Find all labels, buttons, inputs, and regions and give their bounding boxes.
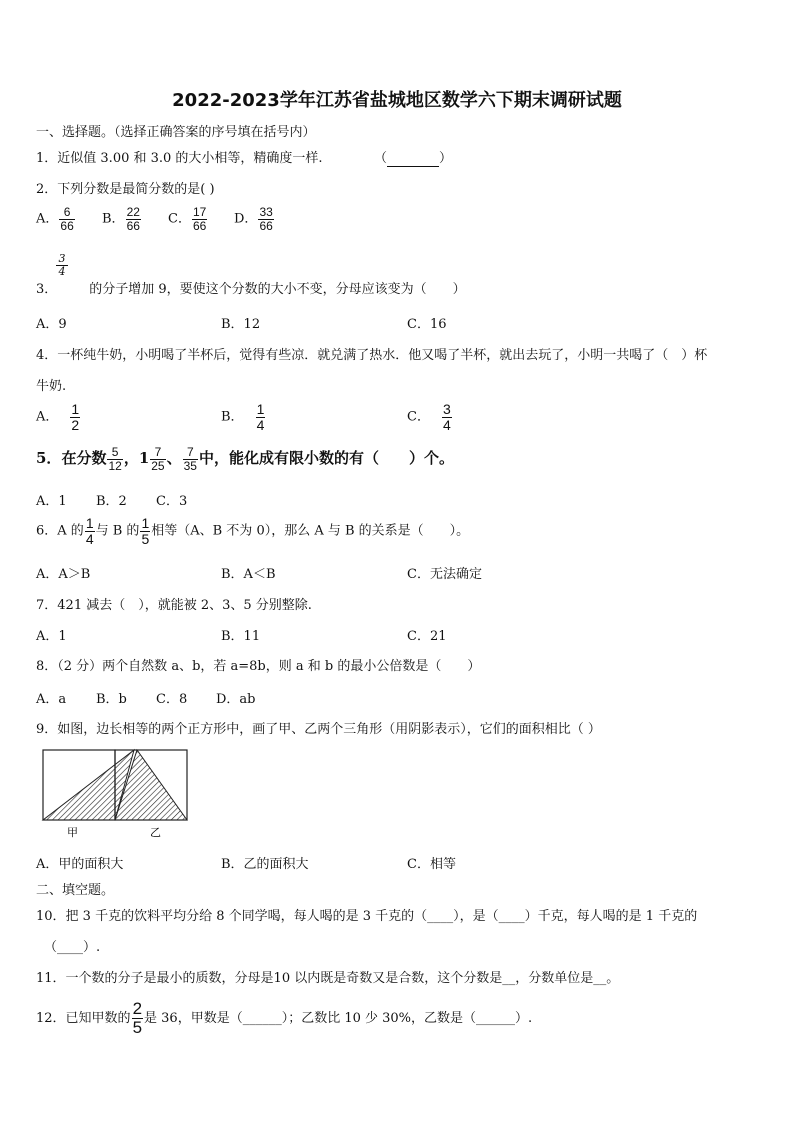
question-number: 3． bbox=[36, 282, 58, 297]
question-text[interactable]: 是 36，甲数是（______）；乙数比 10 少 30%，乙数是（______）. bbox=[144, 1010, 533, 1026]
question-1 bbox=[36, 147, 323, 166]
question-8 bbox=[36, 655, 480, 674]
q5-option-b[interactable]: B．2 bbox=[96, 494, 127, 509]
question-text: 如图，边长相等的两个正方形中，画了甲、乙两个三角形（用阴影表示），它们的面积相比（ ） bbox=[57, 722, 601, 737]
q3-fraction: 3 4 bbox=[56, 253, 68, 278]
question-number: 5． bbox=[36, 449, 62, 468]
question-9 bbox=[36, 718, 601, 737]
q6-option-c[interactable]: C．无法确定 bbox=[407, 567, 482, 582]
question-4-continued: 牛奶. bbox=[36, 379, 67, 394]
question-4 bbox=[36, 344, 707, 363]
section-heading-fill: 二、填空题。 bbox=[36, 883, 115, 898]
question-text: 一杯纯牛奶，小明喝了半杯后，觉得有些凉．就兑满了热水．他又喝了半杯，就出去玩了，小明一共喝了（ ）杯 bbox=[57, 348, 708, 363]
q9-option-a[interactable]: A．甲的面积大 bbox=[36, 857, 124, 872]
q9-option-c[interactable]: C．相等 bbox=[407, 857, 456, 872]
question-7 bbox=[36, 594, 312, 613]
question-text: 把 3 千克的饮料平均分给 8 个同学喝，每人喝的是 3 千克的（____），是（____）千克，每人喝的是 1 千克的 bbox=[65, 909, 698, 924]
q3-option-a[interactable]: A．9 bbox=[36, 317, 67, 332]
question-text: 421 减去（ ），就能被 2、3、5 分别整除. bbox=[57, 598, 312, 613]
q9-option-b[interactable]: B．乙的面积大 bbox=[221, 857, 309, 872]
page-title: 2022-2023学年江苏省盐城地区数学六下期末调研试题 bbox=[172, 90, 622, 111]
question-number: 8． bbox=[36, 659, 58, 674]
question-2 bbox=[36, 178, 215, 197]
question-text: 近似值 3.00 和 3.0 的大小相等，精确度一样. bbox=[57, 151, 323, 166]
question-5: 5．在分数 $\frac{5}{12}$ ，1 $\frac{7}{25}$ 、 $\frac{7}{35}$ 中，能化成有限小数的有（ ）个。 bbox=[36, 445, 454, 473]
question-number: 11． bbox=[36, 971, 66, 986]
question-number: 7． bbox=[36, 598, 58, 613]
question-number: 4． bbox=[36, 348, 58, 363]
q8-option-c[interactable]: C．8 bbox=[156, 692, 188, 707]
question-number: 10． bbox=[36, 909, 66, 924]
q8-option-a[interactable]: A．a bbox=[36, 692, 67, 707]
q3-option-c[interactable]: C．16 bbox=[407, 317, 447, 332]
q4-option-b[interactable]: B． $\frac{1}{4}$ bbox=[221, 401, 265, 433]
question-number: 1． bbox=[36, 151, 58, 166]
section-heading-choice: 一、选择题。（选择正确答案的序号填在括号内） bbox=[36, 125, 316, 140]
question-text: 下列分数是最简分数的是( ) bbox=[57, 182, 215, 197]
question-number: 9． bbox=[36, 722, 58, 737]
q7-option-c[interactable]: C．21 bbox=[407, 629, 447, 644]
question-12: 12．已知甲数的 $\frac{2}{5}$ 是 36，甲数是（______）；乙数比 10 少 30%，乙数是（______）. bbox=[36, 999, 533, 1037]
q6-option-a[interactable]: A．A＞B bbox=[36, 567, 91, 582]
q5-option-a[interactable]: A．1 bbox=[36, 494, 67, 509]
q8-option-d[interactable]: D．ab bbox=[216, 692, 256, 707]
question-3 bbox=[36, 278, 466, 297]
question-10-continued[interactable]: （____）. bbox=[44, 940, 101, 955]
q4-option-c[interactable]: C． $\frac{3}{4}$ bbox=[407, 401, 451, 433]
q6-option-b[interactable]: B．A＜B bbox=[221, 567, 276, 582]
answer-blank-q1[interactable]: （ ） bbox=[374, 151, 453, 166]
label-yi: 乙 bbox=[150, 826, 161, 839]
question-6: 6．A 的 $\frac{1}{4}$ 与 B 的 $\frac{1}{5}$ 相等（A、B 不为 0），那么 A 与 B 的关系是（ ）。 bbox=[36, 515, 470, 547]
q3-option-b[interactable]: B．12 bbox=[221, 317, 261, 332]
q7-option-b[interactable]: B．11 bbox=[221, 629, 261, 644]
question-text: 的分子增加 9，要使这个分数的大小不变，分母应该变为（ ） bbox=[89, 282, 466, 297]
question-text: （2 分）两个自然数 a、b，若 a=8b，则 a 和 b 的最小公倍数是（ ） bbox=[57, 659, 481, 674]
question-11 bbox=[36, 967, 619, 986]
question-10 bbox=[36, 905, 697, 924]
q4-option-a[interactable]: A． $\frac{1}{2}$ bbox=[36, 401, 80, 433]
question-number: 12． bbox=[36, 1010, 66, 1026]
q2-option-b[interactable]: B． $\frac{22}{66}$ bbox=[102, 205, 140, 233]
q2-option-a[interactable]: A． $\frac{6}{66}$ bbox=[36, 205, 74, 233]
q8-option-b[interactable]: B．b bbox=[96, 692, 127, 707]
question-number: 6． bbox=[36, 523, 58, 539]
question-text[interactable]: 一个数的分子是最小的质数，分母是10 以内既是奇数又是合数，这个分数是__，分数单位是__。 bbox=[65, 971, 620, 986]
q2-option-c[interactable]: C． $\frac{17}{66}$ bbox=[168, 205, 207, 233]
q2-option-d[interactable]: D． $\frac{33}{66}$ bbox=[234, 205, 273, 233]
q5-option-c[interactable]: C．3 bbox=[156, 494, 188, 509]
label-jia: 甲 bbox=[67, 826, 78, 839]
q7-option-a[interactable]: A．1 bbox=[36, 629, 67, 644]
two-squares-figure bbox=[40, 747, 190, 839]
question-number: 2． bbox=[36, 182, 58, 197]
